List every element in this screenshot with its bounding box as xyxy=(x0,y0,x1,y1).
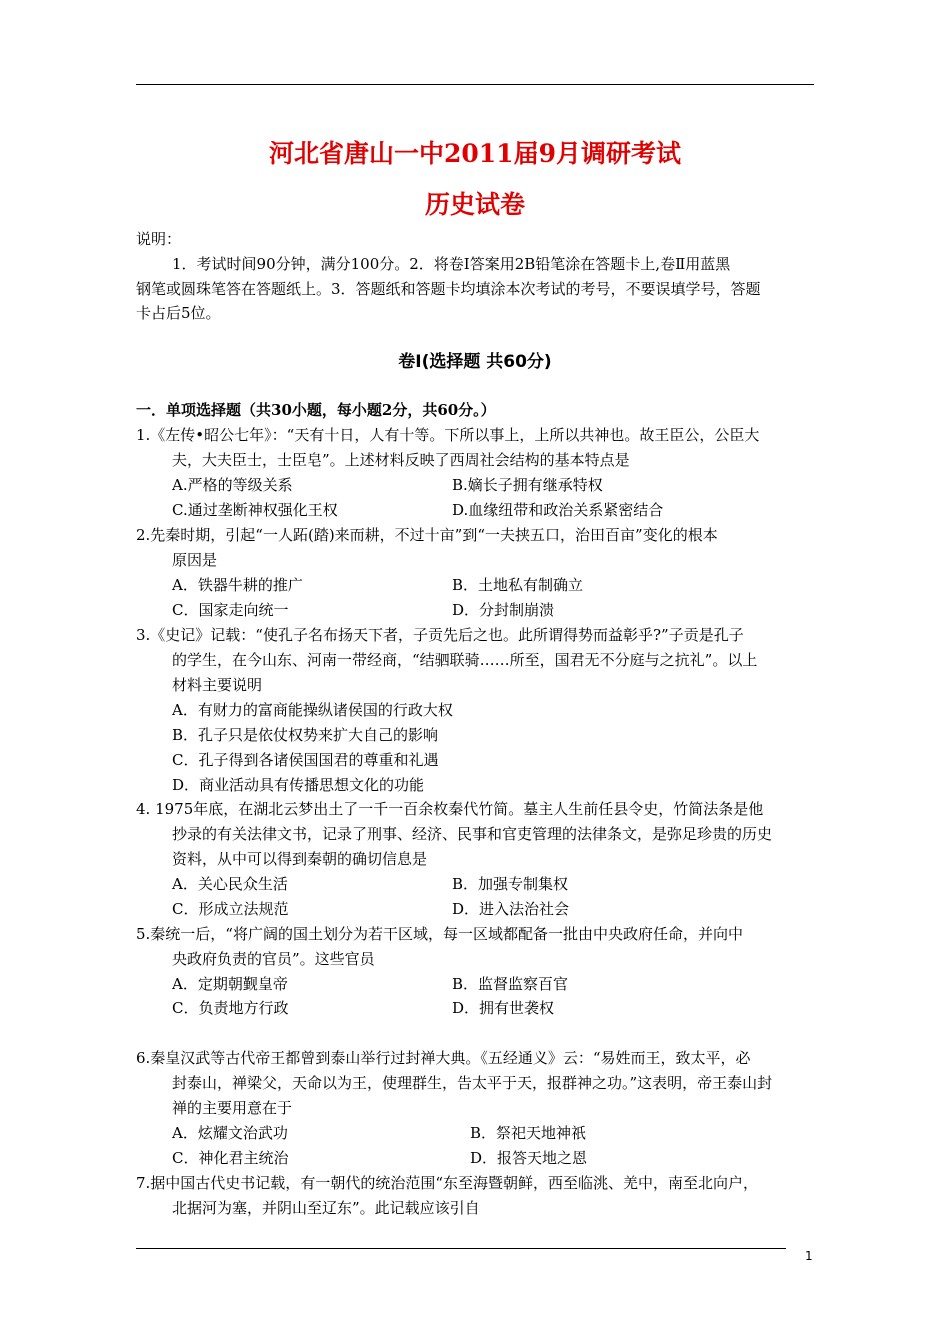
option-a: A．炫耀文治武功 xyxy=(172,1124,288,1142)
page-number: 1 xyxy=(805,1249,813,1263)
question-stem: 6.秦皇汉武等古代帝王都曾到泰山举行过封禅大典。《五经通义》云：“易姓而王，致太平，必 xyxy=(136,1049,751,1067)
question-stem: 原因是 xyxy=(172,551,218,569)
option-c: C．国家走向统一 xyxy=(172,601,289,619)
option-b: B．土地私有制确立 xyxy=(452,576,584,594)
option-a: A．有财力的富商能操纵诸侯国的行政大权 xyxy=(172,701,453,719)
instructions-label: 说明： xyxy=(136,230,182,248)
question-stem: 5.秦统一后，“将广阔的国土划分为若干区域，每一区域都配备一批由中央政府任命，并向中 xyxy=(136,925,743,943)
instructions-line: 卡占后5位。 xyxy=(136,304,221,322)
option-c: C．形成立法规范 xyxy=(172,900,289,918)
option-c: C．负责地方行政 xyxy=(172,999,289,1017)
footer-rule xyxy=(136,1248,786,1249)
instructions-line: 1．考试时间90分钟，满分100分。2．将卷Ⅰ答案用2B铅笔涂在答题卡上,卷Ⅱ用蓝黑 xyxy=(172,255,731,273)
option-d: D.血缘纽带和政治关系紧密结合 xyxy=(452,501,664,519)
question-stem: 的学生，在今山东、河南一带经商，“结驷联骑……所至，国君无不分庭与之抗礼”。以上 xyxy=(172,651,758,669)
question-stem: 3.《史记》记载：“使孔子名布扬天下者，子贡先后之也。此所谓得势而益彰乎?”子贡是孔子 xyxy=(136,626,744,644)
option-a: A．铁器牛耕的推广 xyxy=(172,576,303,594)
option-d: D．进入法治社会 xyxy=(452,900,570,918)
question-stem: 北据河为塞，并阴山至辽东”。此记载应该引自 xyxy=(172,1199,480,1217)
option-a: A．定期朝觐皇帝 xyxy=(172,975,288,993)
exam-title: 河北省唐山一中2011届9月调研考试 xyxy=(269,139,681,168)
instructions-line: 钢笔或圆珠笔答在答题纸上。3．答题纸和答题卡均填涂本次考试的考号，不要误填学号，答题 xyxy=(136,280,761,298)
question-stem: 7.据中国古代史书记载，有一朝代的统治范围“东至海暨朝鲜，西至临洮、羌中，南至北向户， xyxy=(136,1174,758,1192)
question-stem: 央政府负责的官员”。这些官员 xyxy=(172,950,375,968)
question-stem: 4. 1975年底，在湖北云梦出土了一千一百余枚秦代竹简。墓主人生前任县令史，竹简法条是他 xyxy=(136,800,764,818)
question-stem: 封泰山，禅梁父，天命以为王，使理群生，告太平于天，报群神之功。”这表明，帝王泰山封 xyxy=(172,1074,773,1092)
header-rule xyxy=(136,84,814,85)
option-d: D．拥有世袭权 xyxy=(452,999,555,1017)
option-a: A．关心民众生活 xyxy=(172,875,288,893)
part-heading: 一．单项选择题（共30小题，每小题2分，共60分。） xyxy=(136,401,496,419)
option-c: C．神化君主统治 xyxy=(172,1149,289,1167)
question-stem: 1.《左传•昭公七年》：“天有十日，人有十等。下所以事上，上所以共神也。故王臣公，公臣大 xyxy=(136,426,760,444)
option-c: C．孔子得到各诸侯国国君的尊重和礼遇 xyxy=(172,751,439,769)
question-stem: 材料主要说明 xyxy=(172,676,263,694)
option-b: B.嫡长子拥有继承特权 xyxy=(452,476,603,494)
option-b: B．监督监察百官 xyxy=(452,975,569,993)
option-b: B．祭祀天地神祇 xyxy=(470,1124,587,1142)
option-d: D．报答天地之恩 xyxy=(470,1149,588,1167)
option-d: D．商业活动具有传播思想文化的功能 xyxy=(172,776,425,794)
question-stem: 夫，大夫臣士，士臣皂”。上述材料反映了西周社会结构的基本特点是 xyxy=(172,451,630,469)
question-stem: 2.先秦时期，引起“一人跖(踏)来而耕，不过十亩”到“一夫挟五口，治田百亩”变化的根本 xyxy=(136,526,718,544)
option-a: A.严格的等级关系 xyxy=(172,476,293,494)
question-stem: 抄录的有关法律文书，记录了刑事、经济、民事和官吏管理的法律条文，是弥足珍贵的历史 xyxy=(172,825,773,843)
option-c: C.通过垄断神权强化王权 xyxy=(172,501,338,519)
question-stem: 资料，从中可以得到秦朝的确切信息是 xyxy=(172,850,428,868)
option-d: D．分封制崩溃 xyxy=(452,601,555,619)
section-title: 卷Ⅰ(选择题 共60分) xyxy=(398,352,552,372)
exam-subtitle: 历史试卷 xyxy=(424,190,525,219)
question-stem: 禅的主要用意在于 xyxy=(172,1099,293,1117)
option-b: B．加强专制集权 xyxy=(452,875,569,893)
option-b: B．孔子只是依仗权势来扩大自己的影响 xyxy=(172,726,439,744)
